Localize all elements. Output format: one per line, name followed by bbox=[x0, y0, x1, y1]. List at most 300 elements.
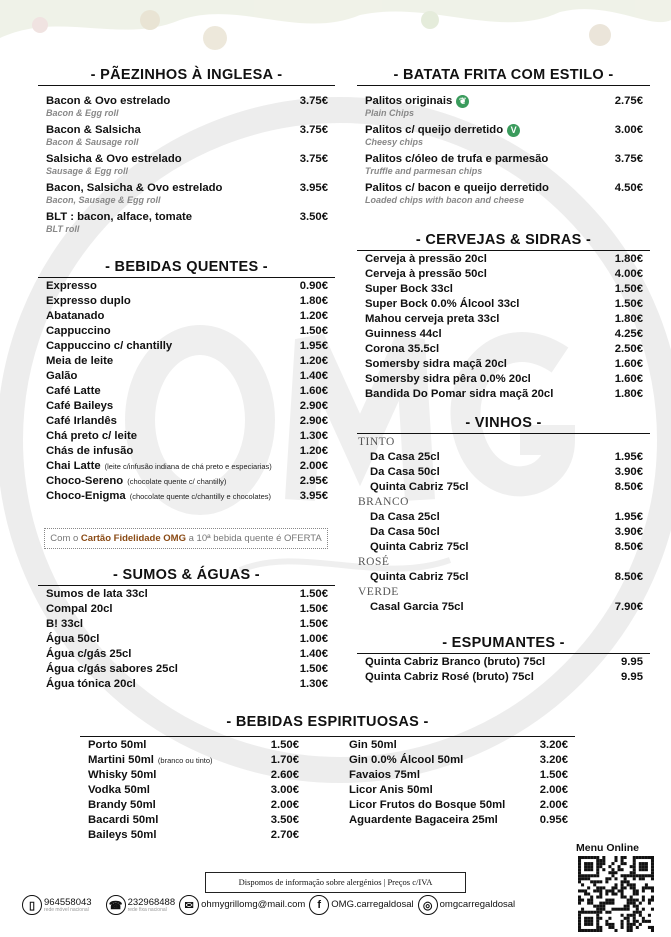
menu-item-price: 8.50€ bbox=[614, 541, 643, 553]
menu-item-name-line bbox=[46, 677, 136, 692]
menu-item-price: 4.50€ bbox=[614, 182, 643, 194]
menu-item-name-wrap bbox=[88, 738, 146, 753]
menu-item-name-line bbox=[46, 294, 131, 309]
menu-item-price: 8.50€ bbox=[614, 571, 643, 583]
menu-item-name-wrap bbox=[46, 294, 131, 309]
menu-item bbox=[357, 480, 650, 495]
menu-item-subtitle: BLT roll bbox=[46, 224, 80, 234]
menu-item-name: Quinta Cabriz Branco (bruto) 75cl bbox=[365, 656, 546, 668]
menu-item-name: Bacardi 50ml bbox=[88, 814, 159, 826]
qr-label: Menu Online bbox=[576, 842, 639, 854]
menu-item-price: 3.90€ bbox=[614, 526, 643, 538]
menu-item-name-line bbox=[46, 602, 113, 617]
menu-item-name-wrap bbox=[46, 429, 137, 444]
menu-item-name: Bacon, Salsicha & Ovo estrelado bbox=[46, 182, 223, 194]
wine-group-items bbox=[357, 600, 650, 615]
menu-item bbox=[80, 738, 306, 753]
menu-item-name: Cappuccino bbox=[46, 325, 111, 337]
menu-item-name-line bbox=[349, 768, 420, 783]
menu-item bbox=[38, 459, 335, 474]
menu-item-name-line bbox=[349, 753, 463, 768]
menu-item bbox=[357, 570, 650, 585]
menu-item-name-line bbox=[365, 655, 545, 670]
menu-item-name-wrap bbox=[370, 510, 440, 525]
menu-item-price: 1.50€ bbox=[299, 603, 328, 615]
menu-item bbox=[38, 677, 335, 692]
menu-item-price: 1.60€ bbox=[614, 373, 643, 385]
menu-item-name-line bbox=[46, 444, 133, 459]
menu-item-note: (chocolate quente c/chantilly e chocolates) bbox=[129, 492, 272, 501]
menu-item bbox=[357, 387, 650, 402]
menu-item-price: 2.90€ bbox=[299, 400, 328, 412]
menu-item bbox=[349, 783, 575, 798]
menu-item-price: 1.95€ bbox=[299, 340, 328, 352]
menu-item bbox=[357, 181, 650, 210]
contact-facebook[interactable] bbox=[309, 895, 413, 915]
item-list bbox=[38, 586, 335, 692]
menu-item-name-line bbox=[46, 489, 271, 504]
menu-item-name: Expresso bbox=[46, 280, 97, 292]
menu-item-name-wrap bbox=[46, 587, 148, 602]
menu-item bbox=[38, 399, 335, 414]
menu-item-name: Super Bock 0.0% Álcool 33cl bbox=[365, 298, 520, 310]
menu-item-note: (chocolate quente c/ chantilly) bbox=[127, 477, 227, 486]
menu-item-name: Da Casa 50cl bbox=[370, 526, 440, 538]
menu-item-name-line bbox=[46, 279, 97, 294]
menu-item-name: Casal Garcia 75cl bbox=[370, 601, 464, 613]
menu-item bbox=[38, 489, 335, 504]
menu-item-name: Água c/gás sabores 25cl bbox=[46, 663, 178, 675]
menu-item-name: Chás de infusão bbox=[46, 445, 134, 457]
menu-item bbox=[38, 279, 335, 294]
contact-email[interactable] bbox=[179, 895, 305, 915]
menu-item bbox=[38, 309, 335, 324]
menu-item-price: 1.50€ bbox=[539, 769, 568, 781]
menu-item-name-line bbox=[46, 369, 77, 384]
menu-item-name-wrap bbox=[370, 480, 469, 495]
menu-item-price: 1.20€ bbox=[299, 445, 328, 457]
menu-item-name-wrap bbox=[46, 602, 113, 617]
menu-item-name-line bbox=[365, 94, 469, 109]
menu-item-name-wrap bbox=[46, 152, 182, 176]
section-vinhos bbox=[357, 414, 650, 615]
menu-item bbox=[357, 267, 650, 282]
menu-item-subtitle: Truffle and parmesan chips bbox=[365, 166, 483, 176]
menu-item-price: 1.95€ bbox=[614, 451, 643, 463]
menu-item-price: 1.50€ bbox=[299, 325, 328, 337]
menu-item-name-line bbox=[370, 600, 464, 615]
menu-item-name-line bbox=[46, 354, 113, 369]
menu-item-price: 1.20€ bbox=[299, 310, 328, 322]
menu-item-name-line bbox=[365, 372, 531, 387]
menu-item-name: Café Irlandês bbox=[46, 415, 117, 427]
menu-item-name-line bbox=[88, 798, 156, 813]
menu-item-name: Chá preto c/ leite bbox=[46, 430, 138, 442]
menu-item bbox=[357, 282, 650, 297]
menu-item-name-line bbox=[88, 768, 156, 783]
menu-item-price: 3.50€ bbox=[299, 211, 328, 223]
menu-item-name-wrap bbox=[349, 753, 463, 768]
menu-item-name: Meia de leite bbox=[46, 355, 114, 367]
menu-item-name: Bacon & Ovo estrelado bbox=[46, 95, 171, 107]
menu-item-price: 9.95 bbox=[621, 656, 643, 668]
menu-item-subtitle: Bacon & Egg roll bbox=[46, 108, 119, 118]
menu-item-name-wrap bbox=[46, 123, 141, 147]
menu-item-name-wrap bbox=[349, 798, 505, 813]
menu-item bbox=[38, 181, 335, 210]
menu-item-name: Palitos originais bbox=[365, 95, 453, 107]
menu-item-name-wrap bbox=[349, 813, 498, 828]
menu-item-name-line bbox=[349, 813, 498, 828]
contact-mobile[interactable] bbox=[22, 895, 92, 915]
menu-item-name: Da Casa 25cl bbox=[370, 511, 440, 523]
menu-item-name-wrap bbox=[46, 369, 77, 384]
loyalty-prefix: Com o bbox=[50, 533, 79, 544]
menu-item-name-wrap bbox=[365, 372, 531, 387]
mobile-phone-icon: ▯ bbox=[22, 895, 42, 915]
menu-item-name-wrap bbox=[365, 252, 487, 267]
menu-item-name-line bbox=[365, 327, 442, 342]
menu-item-name: Guinness 44cl bbox=[365, 328, 442, 340]
menu-item-name: Quinta Cabriz 75cl bbox=[370, 481, 469, 493]
spirits-left-column bbox=[80, 738, 306, 843]
menu-item-price: 3.75€ bbox=[299, 124, 328, 136]
menu-item-name-line bbox=[365, 181, 549, 196]
menu-item-name: Gin 50ml bbox=[349, 739, 397, 751]
menu-item bbox=[357, 465, 650, 480]
menu-item-price: 2.00€ bbox=[539, 784, 568, 796]
menu-item-name: Cappuccino c/ chantilly bbox=[46, 340, 173, 352]
menu-item bbox=[357, 252, 650, 267]
menu-item-name: Bacon & Salsicha bbox=[46, 124, 141, 136]
menu-item bbox=[349, 768, 575, 783]
menu-item-name-wrap bbox=[365, 181, 549, 205]
loyalty-card-banner bbox=[44, 528, 328, 549]
menu-item-price: 1.50€ bbox=[614, 283, 643, 295]
menu-item-name: Quinta Cabriz Rosé (bruto) 75cl bbox=[365, 671, 534, 683]
menu-item-name-wrap bbox=[46, 459, 272, 474]
menu-item bbox=[80, 828, 306, 843]
menu-item-name-wrap bbox=[365, 152, 548, 176]
menu-item-price: 1.95€ bbox=[614, 511, 643, 523]
menu-item-name-wrap bbox=[88, 768, 156, 783]
menu-item-name-line bbox=[46, 384, 101, 399]
menu-item-price: 2.95€ bbox=[299, 475, 328, 487]
menu-item-price: 1.50€ bbox=[270, 739, 299, 751]
menu-item-price: 2.00€ bbox=[539, 799, 568, 811]
menu-item bbox=[38, 123, 335, 152]
menu-item-name: Choco-Enigma bbox=[46, 490, 126, 502]
menu-item-name-wrap bbox=[46, 414, 117, 429]
menu-item-price: 0.95€ bbox=[539, 814, 568, 826]
facebook-icon: f bbox=[309, 895, 329, 915]
menu-item-name-wrap bbox=[370, 465, 440, 480]
section-title: - ESPUMANTES - bbox=[357, 634, 650, 654]
menu-item bbox=[38, 602, 335, 617]
menu-item-name: Café Latte bbox=[46, 385, 101, 397]
menu-item bbox=[38, 324, 335, 339]
menu-item-name-line bbox=[46, 617, 83, 632]
menu-item-price: 1.40€ bbox=[299, 370, 328, 382]
email-address: ohmygrillomg@mail.com bbox=[201, 899, 306, 910]
menu-item bbox=[357, 510, 650, 525]
menu-item-name: Água 50cl bbox=[46, 633, 100, 645]
wine-group-label: TINTO bbox=[358, 436, 395, 448]
menu-item-name-wrap bbox=[365, 282, 453, 297]
menu-item bbox=[357, 357, 650, 372]
menu-item-name-line bbox=[370, 540, 469, 555]
item-list bbox=[38, 86, 335, 239]
menu-item-name-wrap bbox=[88, 798, 156, 813]
spirits-right-column bbox=[349, 738, 575, 843]
menu-item-name-wrap bbox=[88, 813, 158, 828]
menu-item-name: Aguardente Bagaceira 25ml bbox=[349, 814, 498, 826]
menu-item-name: Baileys 50ml bbox=[88, 829, 157, 841]
menu-item-note: (leite c/infusão indiana de chá preto e especiarias) bbox=[104, 462, 272, 471]
menu-item-name-line bbox=[46, 587, 148, 602]
qr-code-icon[interactable] bbox=[578, 856, 654, 932]
menu-item-name-wrap bbox=[46, 662, 178, 677]
menu-item bbox=[38, 662, 335, 677]
menu-item-name: Quinta Cabriz 75cl bbox=[370, 541, 469, 553]
menu-item bbox=[357, 525, 650, 540]
menu-item-name-wrap bbox=[365, 94, 469, 118]
menu-item-name: Da Casa 50cl bbox=[370, 466, 440, 478]
menu-item bbox=[38, 474, 335, 489]
landline-sub: rede fixa nacional bbox=[127, 906, 167, 913]
menu-item-name-line bbox=[88, 783, 150, 798]
menu-item-name: Somersby sidra maçã 20cl bbox=[365, 358, 507, 370]
menu-item-subtitle: Bacon & Sausage roll bbox=[46, 137, 139, 147]
menu-item-price: 2.50€ bbox=[614, 343, 643, 355]
menu-item-name: Abatanado bbox=[46, 310, 105, 322]
instagram-handle: omgcarregaldosal bbox=[439, 899, 516, 910]
menu-item bbox=[349, 753, 575, 768]
menu-item-name: Martini 50ml bbox=[88, 754, 154, 766]
menu-item bbox=[38, 429, 335, 444]
menu-item-name-wrap bbox=[88, 753, 213, 768]
landline-number: 232968488 bbox=[127, 896, 176, 908]
mobile-number: 964558043 bbox=[44, 896, 92, 908]
menu-item-name-wrap bbox=[365, 297, 519, 312]
menu-item-name: Palitos c/óleo de trufa e parmesão bbox=[365, 153, 549, 165]
menu-item-price: 7.90€ bbox=[614, 601, 643, 613]
wine-group-items bbox=[357, 450, 650, 495]
item-list bbox=[357, 251, 650, 402]
menu-item-name: Galão bbox=[46, 370, 78, 382]
menu-item bbox=[357, 600, 650, 615]
menu-item-name: Choco-Sereno bbox=[46, 475, 124, 487]
item-list bbox=[357, 434, 650, 615]
menu-item-name-wrap bbox=[370, 450, 440, 465]
menu-item-name-line bbox=[46, 632, 99, 647]
menu-item-name: Licor Anis 50ml bbox=[349, 784, 433, 796]
menu-item-price: 2.00€ bbox=[299, 460, 328, 472]
menu-item bbox=[357, 670, 650, 685]
menu-item-name-line bbox=[88, 753, 213, 768]
menu-item-price: 1.50€ bbox=[299, 588, 328, 600]
menu-item-price: 1.80€ bbox=[614, 388, 643, 400]
menu-item-name-wrap bbox=[349, 783, 433, 798]
menu-item-name-line bbox=[46, 94, 170, 109]
menu-item bbox=[38, 339, 335, 354]
menu-item-name-line bbox=[46, 399, 113, 414]
menu-item-name: Corona 35.5cl bbox=[365, 343, 440, 355]
menu-item-name-wrap bbox=[46, 474, 226, 489]
menu-item-name-wrap bbox=[46, 677, 136, 692]
menu-item-name-line bbox=[46, 662, 178, 677]
menu-item bbox=[38, 414, 335, 429]
menu-item-name-wrap bbox=[365, 267, 487, 282]
menu-item-name-line bbox=[365, 312, 499, 327]
menu-item-price: 1.60€ bbox=[299, 385, 328, 397]
menu-item-price: 3.75€ bbox=[614, 153, 643, 165]
menu-item-name-wrap bbox=[46, 617, 83, 632]
menu-item-name-wrap bbox=[370, 525, 440, 540]
instagram-icon: ◎ bbox=[418, 895, 438, 915]
menu-item-name-line bbox=[370, 450, 440, 465]
menu-item bbox=[357, 327, 650, 342]
menu-item-price: 3.95€ bbox=[299, 490, 328, 502]
menu-item bbox=[357, 312, 650, 327]
menu-item bbox=[80, 813, 306, 828]
menu-item-name-line bbox=[88, 813, 158, 828]
menu-item-name-wrap bbox=[365, 387, 553, 402]
menu-item-name: Super Bock 33cl bbox=[365, 283, 453, 295]
menu-item-name: Licor Frutos do Bosque 50ml bbox=[349, 799, 506, 811]
menu-item-price: 3.95€ bbox=[299, 182, 328, 194]
contact-instagram[interactable] bbox=[418, 895, 516, 915]
menu-item-name-wrap bbox=[46, 632, 99, 647]
section-bebidas-quentes bbox=[38, 258, 335, 504]
menu-item-name: Cerveja à pressão 50cl bbox=[365, 268, 487, 280]
menu-item-name-line bbox=[349, 738, 397, 753]
menu-item-name-line bbox=[46, 152, 182, 167]
section-sumos-aguas bbox=[38, 566, 335, 692]
menu-item-name-line bbox=[370, 570, 469, 585]
menu-item-name-wrap bbox=[46, 354, 113, 369]
menu-item-name-line bbox=[46, 414, 117, 429]
menu-item-name-line bbox=[88, 828, 156, 843]
menu-item bbox=[349, 813, 575, 828]
mobile-sub: rede móvel nacional bbox=[44, 906, 89, 913]
menu-item-name-line bbox=[46, 647, 131, 662]
menu-item-name-line bbox=[46, 324, 111, 339]
menu-item-price: 1.40€ bbox=[299, 648, 328, 660]
menu-item-name-line bbox=[370, 525, 440, 540]
menu-item-name-line bbox=[46, 429, 137, 444]
menu-item-name-wrap bbox=[88, 828, 156, 843]
menu-item-name-line bbox=[46, 181, 222, 196]
menu-item-name-line bbox=[365, 357, 507, 372]
section-title: - BEBIDAS QUENTES - bbox=[38, 258, 335, 278]
loyalty-suffix: a 10ª bebida quente é OFERTA bbox=[188, 533, 322, 544]
section-title: - PÃEZINHOS À INGLESA - bbox=[38, 66, 335, 86]
wine-group-items bbox=[357, 570, 650, 585]
facebook-handle: OMG.carregaldosal bbox=[331, 899, 414, 910]
menu-item-price: 9.95 bbox=[621, 671, 643, 683]
menu-item-name: Mahou cerveja preta 33cl bbox=[365, 313, 500, 325]
menu-item-price: 1.00€ bbox=[299, 633, 328, 645]
menu-item-name-line bbox=[365, 123, 520, 138]
menu-item-price: 1.70€ bbox=[270, 754, 299, 766]
vegetarian-v-icon: V bbox=[507, 124, 520, 137]
contact-landline[interactable] bbox=[106, 895, 176, 915]
section-bebidas-espirituosas bbox=[80, 710, 575, 843]
menu-item-name-wrap bbox=[370, 600, 464, 615]
menu-item-name-wrap bbox=[46, 279, 97, 294]
menu-item-name-line bbox=[365, 670, 534, 685]
menu-item-name: Quinta Cabriz 75cl bbox=[370, 571, 469, 583]
menu-item bbox=[38, 587, 335, 602]
menu-item-name-line bbox=[365, 252, 487, 267]
menu-item bbox=[357, 540, 650, 555]
section-paezinhos bbox=[38, 66, 335, 239]
menu-item-name: B! 33cl bbox=[46, 618, 84, 630]
menu-item bbox=[349, 738, 575, 753]
menu-item-price: 1.50€ bbox=[299, 618, 328, 630]
menu-item-name-wrap bbox=[46, 94, 170, 118]
section-title: - VINHOS - bbox=[357, 414, 650, 434]
menu-item-name: Brandy 50ml bbox=[88, 799, 156, 811]
section-batata-frita bbox=[357, 66, 650, 210]
menu-item-name-line bbox=[349, 783, 433, 798]
menu-item-name: Compal 20cl bbox=[46, 603, 113, 615]
menu-item-name-line bbox=[46, 474, 226, 489]
menu-item bbox=[357, 123, 650, 152]
menu-item-name-line bbox=[349, 798, 505, 813]
menu-item-name: Bandida Do Pomar sidra maçã 20cl bbox=[365, 388, 554, 400]
menu-item bbox=[80, 783, 306, 798]
menu-item-subtitle: Bacon, Sausage & Egg roll bbox=[46, 195, 161, 205]
menu-item-price: 1.50€ bbox=[614, 298, 643, 310]
email-icon: ✉ bbox=[179, 895, 199, 915]
menu-item-price: 1.80€ bbox=[614, 253, 643, 265]
menu-item-name-line bbox=[370, 465, 440, 480]
menu-item bbox=[38, 632, 335, 647]
menu-item bbox=[357, 450, 650, 465]
vegan-leaf-icon: ❦ bbox=[456, 95, 469, 108]
menu-item-name-wrap bbox=[46, 399, 113, 414]
menu-item-name-wrap bbox=[349, 768, 420, 783]
menu-item-name-wrap bbox=[370, 570, 469, 585]
wine-group-label: BRANCO bbox=[358, 496, 409, 508]
menu-item-name-line bbox=[370, 480, 469, 495]
menu-item-name-line bbox=[46, 309, 104, 324]
menu-item-name-wrap bbox=[365, 655, 545, 670]
menu-item-name-line bbox=[365, 282, 453, 297]
menu-item-name-wrap bbox=[46, 309, 104, 324]
menu-item-name: Sumos de lata 33cl bbox=[46, 588, 148, 600]
menu-item bbox=[357, 342, 650, 357]
menu-item-name-wrap bbox=[370, 540, 469, 555]
allergen-notice: Dispomos de informação sobre alergénios | Preços c/IVA bbox=[205, 872, 466, 893]
menu-item-name-wrap bbox=[349, 738, 397, 753]
menu-item-name-wrap bbox=[365, 312, 499, 327]
menu-item-name-wrap bbox=[365, 670, 534, 685]
menu-item-name: Porto 50ml bbox=[88, 739, 147, 751]
menu-item-name: Água tónica 20cl bbox=[46, 678, 136, 690]
menu-item-subtitle: Sausage & Egg roll bbox=[46, 166, 129, 176]
loyalty-highlight: Cartão Fidelidade OMG bbox=[80, 533, 186, 544]
menu-item-price: 3.90€ bbox=[614, 466, 643, 478]
menu-item-name-wrap bbox=[46, 489, 271, 504]
menu-item-price: 2.90€ bbox=[299, 415, 328, 427]
menu-item bbox=[38, 369, 335, 384]
menu-item-name: Da Casa 25cl bbox=[370, 451, 440, 463]
menu-item-name: Palitos c/ queijo derretido bbox=[365, 124, 504, 136]
menu-item-name-wrap bbox=[46, 324, 111, 339]
